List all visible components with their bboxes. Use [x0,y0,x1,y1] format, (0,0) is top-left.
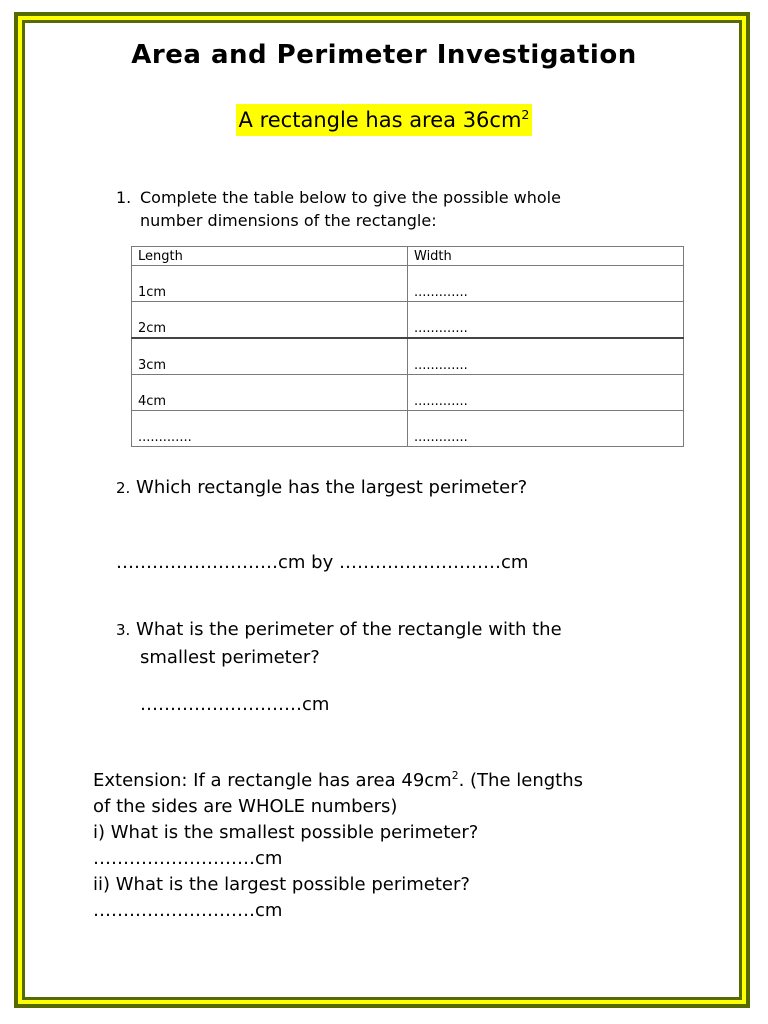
extension-line-1 [93,768,693,794]
subtitle-container [0,104,768,136]
answer-3-line[interactable]: ………………………cm [140,694,330,715]
extension-answer-ii[interactable]: ………………………cm [93,900,283,921]
header-length: Length [132,247,408,266]
subtitle-text: A rectangle has area 36cm [238,108,522,132]
extension-question-i: i) What is the smallest possible perimeter? [93,822,479,843]
question-3-number: 3. [116,621,131,639]
length-cell: 3cm [132,338,408,375]
question-3 [116,616,676,671]
question-2 [116,474,527,502]
length-cell: 1cm [132,266,408,302]
width-cell[interactable]: ............. [408,302,684,339]
question-1-number: 1. [116,188,132,207]
question-3-line-2: smallest perimeter? [140,647,320,668]
question-2-text: Which rectangle has the largest perimeter? [136,477,528,498]
page-title: Area and Perimeter Investigation [131,40,637,70]
length-cell: 2cm [132,302,408,339]
table-row [132,266,684,302]
question-1-line-2: number dimensions of the rectangle: [140,211,437,230]
width-cell[interactable]: ............. [408,411,684,447]
table-row [132,411,684,447]
width-cell[interactable]: ............. [408,375,684,411]
question-2-number: 2. [116,479,131,497]
question-1-line-1: Complete the table below to give the possible whole [140,188,561,207]
extension-question-ii: ii) What is the largest possible perimeter? [93,874,470,895]
highlighted-subtitle [236,104,533,136]
subtitle-superscript: 2 [521,107,530,122]
width-cell[interactable]: ............. [408,338,684,375]
dimensions-table [131,246,684,447]
length-cell[interactable]: ............. [132,411,408,447]
answer-2-line[interactable]: ………………………cm by ………………………cm [116,552,529,573]
extension-line-1-end: . (The lengths [458,770,583,791]
table-row [132,375,684,411]
table-row [132,302,684,339]
length-cell: 4cm [132,375,408,411]
extension-answer-i[interactable]: ………………………cm [93,848,283,869]
extension-superscript: 2 [451,769,459,782]
header-width: Width [408,247,684,266]
question-1 [116,186,676,232]
extension-section [93,768,693,924]
extension-line-1-text: Extension: If a rectangle has area 49cm [93,770,452,791]
table-header-row [132,247,684,266]
question-3-line-1: What is the perimeter of the rectangle with the [136,619,562,640]
width-cell[interactable]: ............. [408,266,684,302]
table-row [132,338,684,375]
extension-line-2: of the sides are WHOLE numbers) [93,796,398,817]
